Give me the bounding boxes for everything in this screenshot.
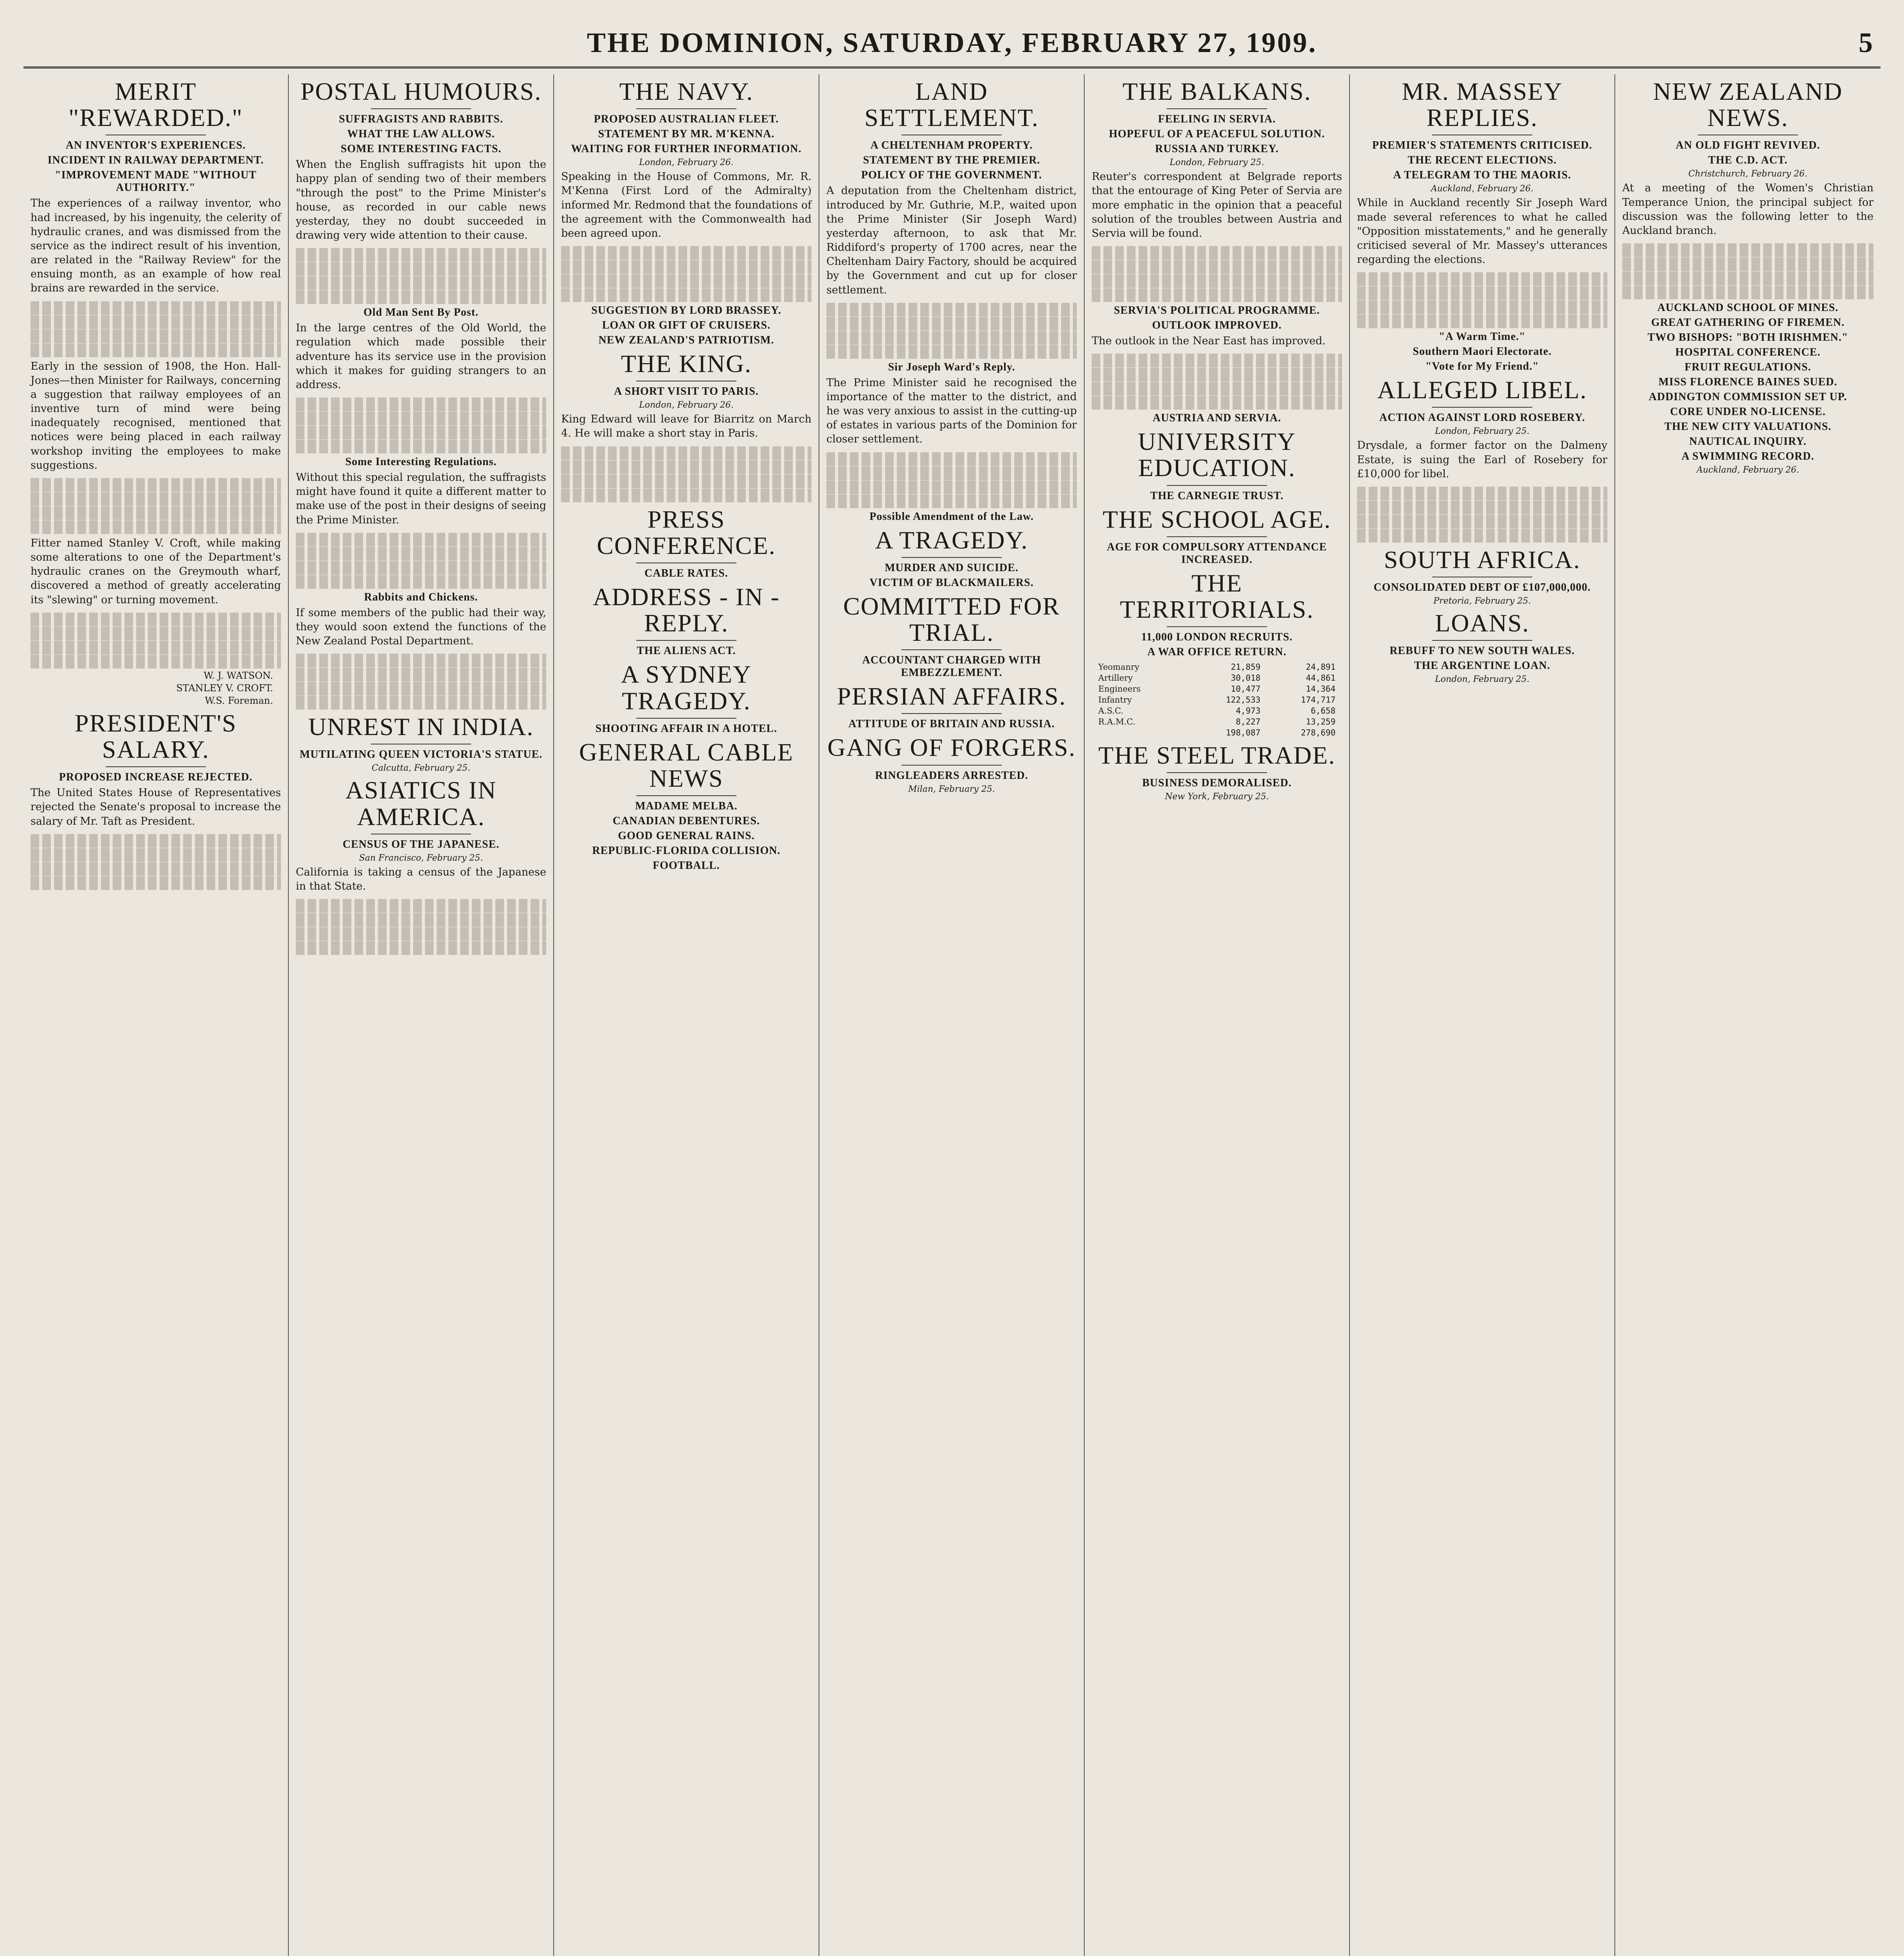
subheading: THE RECENT ELECTIONS. — [1407, 154, 1557, 167]
print-line — [296, 533, 546, 547]
divider — [636, 108, 736, 109]
print-line — [296, 262, 546, 276]
subheading: A SHORT VISIT TO PARIS. — [614, 385, 759, 398]
print-line — [826, 494, 1077, 508]
subheading: Rabbits and Chickens. — [364, 591, 478, 603]
print-line — [31, 301, 281, 315]
article-text: When the English suffragists hit upon the happy plan of sending two of their members "through the post" to the Prime Minister's house, as recorded in our cable news yesterday, they no doubt succeeded in drawing very wide attention to their cause. — [296, 158, 546, 242]
article-text: Speaking in the House of Commons, Mr. R. M'Kenna (First Lord of the Admiralty) informed Mr. Redmond that the foundations of the agreement with the Commonwealth had been agreed upon. — [561, 171, 812, 239]
print-line — [561, 288, 812, 302]
print-line — [561, 274, 812, 288]
subheading: INCIDENT IN RAILWAY DEPARTMENT. — [47, 154, 264, 167]
article-headline: LOANS. — [1435, 609, 1530, 637]
subheading: FRUIT REGULATIONS. — [1684, 361, 1811, 374]
print-line — [826, 480, 1077, 494]
article-headline: THE NAVY. — [619, 77, 754, 105]
subheading: THE ARGENTINE LOAN. — [1414, 660, 1551, 672]
subheading: SHOOTING AFFAIR IN A HOTEL. — [595, 722, 777, 735]
subheading: WAITING FOR FURTHER INFORMATION. — [571, 143, 802, 155]
print-line — [31, 506, 281, 520]
table-cell: 198,087 — [1226, 728, 1261, 738]
table-cell: Artillery — [1098, 673, 1133, 683]
table-cell: 30,018 — [1231, 673, 1261, 683]
illegible-print — [561, 246, 812, 302]
subheading: Sir Joseph Ward's Reply. — [888, 361, 1015, 373]
print-line — [296, 290, 546, 304]
article-text: The United States House of Representatives rejected the Senate's proposal to increase the salary of Mr. Taft as President. — [31, 787, 281, 827]
subheading: BUSINESS DEMORALISED. — [1142, 777, 1292, 789]
article-headline: ADDRESS - IN - REPLY. — [593, 582, 780, 637]
dateline: London, February 25. — [1435, 674, 1530, 685]
print-line — [1357, 315, 1607, 328]
print-line — [1357, 286, 1607, 300]
divider — [902, 765, 1002, 766]
subheading: REBUFF TO NEW SOUTH WALES. — [1389, 645, 1575, 657]
print-line — [826, 345, 1077, 359]
divider — [902, 713, 1002, 714]
subheading: LOAN OR GIFT OF CRUISERS. — [602, 319, 771, 332]
table-row — [1097, 662, 1337, 672]
print-line — [31, 862, 281, 876]
print-line — [1357, 272, 1607, 286]
subheading: MURDER AND SUICIDE. — [885, 561, 1019, 574]
article-text: In the large centres of the Old World, the regulation which made possible their adventure has its service use in the provision which it makes for guiding strangers to an address. — [296, 322, 546, 391]
subheading: THE C.D. ACT. — [1708, 154, 1788, 167]
subheading: "IMPROVEMENT MADE "WITHOUT AUTHORITY." — [55, 169, 257, 194]
print-line — [296, 248, 546, 262]
subheading: FOOTBALL. — [653, 859, 720, 872]
illegible-print — [561, 446, 812, 502]
subheading: PREMIER'S STATEMENTS CRITICISED. — [1372, 139, 1593, 152]
print-line — [31, 478, 281, 492]
print-line — [1092, 368, 1342, 381]
subheading: Old Man Sent By Post. — [363, 306, 479, 319]
print-line — [1092, 274, 1342, 288]
table-row — [1097, 672, 1337, 683]
subheading: ACCOUNTANT CHARGED WITH EMBEZZLEMENT. — [862, 654, 1041, 679]
illegible-print — [1622, 243, 1873, 299]
divider — [106, 766, 206, 767]
article-text: Fitter named Stanley V. Croft, while making some alterations to one of the Department's hydraulic cranes on the Greymouth wharf, discovered a method of greatly accelerating its "slewing" or turning movement. — [31, 537, 281, 606]
article-headline: COMMITTED FOR TRIAL. — [843, 592, 1060, 646]
subheading: GOOD GENERAL RAINS. — [618, 830, 755, 842]
dateline: London, February 25. — [1170, 158, 1264, 168]
subheading: AGE FOR COMPULSORY ATTENDANCE INCREASED. — [1107, 541, 1327, 566]
table-cell: 8,227 — [1236, 717, 1261, 727]
print-line — [1357, 515, 1607, 529]
dateline: San Francisco, February 25. — [359, 853, 483, 863]
print-line — [561, 446, 812, 460]
subheading: A SWIMMING RECORD. — [1681, 450, 1814, 463]
print-line — [296, 276, 546, 290]
divider — [1167, 626, 1267, 627]
article-headline: GANG OF FORGERS. — [827, 734, 1076, 762]
article-headline: MR. MASSEY REPLIES. — [1402, 77, 1563, 132]
print-line — [31, 834, 281, 848]
dateline: Calcutta, February 25. — [371, 763, 471, 773]
masthead — [23, 23, 1881, 68]
column-6 — [1350, 74, 1615, 1956]
illegible-print — [296, 397, 546, 453]
dateline: London, February 26. — [639, 400, 734, 410]
print-line — [31, 848, 281, 862]
illegible-print — [31, 834, 281, 890]
dateline: New York, February 25. — [1165, 792, 1269, 802]
article-headline: SOUTH AFRICA. — [1384, 545, 1581, 573]
illegible-print — [826, 303, 1077, 359]
print-line — [296, 682, 546, 696]
subheading: THE CARNEGIE TRUST. — [1150, 489, 1284, 502]
print-line — [31, 613, 281, 626]
signature: STANLEY V. CROFT. — [176, 682, 273, 694]
print-line — [296, 547, 546, 561]
article-headline: LAND SETTLEMENT. — [864, 77, 1039, 132]
print-line — [31, 315, 281, 329]
print-line — [31, 641, 281, 654]
print-line — [826, 317, 1077, 331]
print-line — [296, 927, 546, 941]
print-line — [296, 668, 546, 681]
divider — [902, 557, 1002, 558]
print-line — [1092, 246, 1342, 260]
subheading: RUSSIA AND TURKEY. — [1155, 143, 1279, 155]
illegible-print — [31, 478, 281, 534]
illegible-print — [826, 452, 1077, 508]
print-line — [826, 466, 1077, 480]
subheading: POLICY OF THE GOVERNMENT. — [861, 169, 1042, 182]
illegible-print — [1092, 354, 1342, 410]
table-cell: Yeomanry — [1098, 662, 1139, 672]
article-text: If some members of the public had their way, they would soon extend the functions of the New Zealand Postal Department. — [296, 606, 546, 647]
print-line — [1357, 529, 1607, 543]
subheading: CONSOLIDATED DEBT OF £107,000,000. — [1373, 581, 1591, 594]
print-line — [31, 655, 281, 669]
subheading: AN OLD FIGHT REVIVED. — [1675, 139, 1820, 152]
dateline: Pretoria, February 25. — [1433, 596, 1531, 606]
article-text: California is taking a census of the Japanese in that State. — [296, 866, 546, 893]
subheading: THE NEW CITY VALUATIONS. — [1664, 421, 1832, 433]
illegible-print — [296, 654, 546, 710]
subheading: SOME INTERESTING FACTS. — [340, 143, 502, 155]
divider — [1432, 640, 1532, 641]
article-headline: THE TERRITORIALS. — [1120, 569, 1314, 623]
subheading: REPUBLIC-FLORIDA COLLISION. — [592, 845, 781, 857]
illegible-print — [31, 301, 281, 357]
print-line — [1357, 300, 1607, 314]
print-line — [1357, 501, 1607, 514]
column-5 — [1085, 74, 1350, 1956]
table-cell: 4,973 — [1236, 706, 1261, 716]
print-line — [296, 412, 546, 425]
subheading: OUTLOOK IMPROVED. — [1152, 319, 1282, 332]
print-line — [561, 246, 812, 260]
print-line — [31, 627, 281, 640]
subheading: "Vote for My Friend." — [1425, 360, 1539, 373]
article-text: King Edward will leave for Biarritz on March 4. He will make a short stay in Paris. — [561, 413, 812, 440]
subheading: CENSUS OF THE JAPANESE. — [342, 838, 500, 850]
subheading: WHAT THE LAW ALLOWS. — [347, 128, 495, 140]
print-line — [561, 489, 812, 502]
print-line — [31, 492, 281, 506]
subheading: SUFFRAGISTS AND RABBITS. — [339, 113, 503, 126]
subheading: FEELING IN SERVIA. — [1158, 113, 1276, 126]
dateline: Milan, February 25. — [908, 784, 995, 794]
subheading: SUGGESTION BY LORD BRASSEY. — [591, 304, 781, 317]
article-headline: THE STEEL TRADE. — [1098, 741, 1336, 769]
subheading: SERVIA'S POLITICAL PROGRAMME. — [1114, 304, 1320, 317]
signature: W. J. WATSON. — [203, 670, 273, 681]
article-text: At a meeting of the Women's Christian Temperance Union, the principal subject for discussion was the following letter to the Auckland branch. — [1622, 182, 1873, 237]
table-cell: 24,891 — [1306, 662, 1336, 672]
article-headline: PRESIDENT'S SALARY. — [74, 709, 237, 763]
article-headline: UNIVERSITY EDUCATION. — [1138, 428, 1296, 482]
divider — [636, 718, 736, 719]
subheading: MADAME MELBA. — [635, 800, 738, 813]
article-headline: ALLEGED LIBEL. — [1377, 376, 1587, 404]
table-cell: 174,717 — [1301, 695, 1336, 705]
print-line — [1622, 286, 1873, 299]
article-text: Reuter's correspondent at Belgrade reports that the entourage of King Peter of Servia are more emphatic in the opinion that a peaceful solution of the troubles between Austria and Servia will be found. — [1092, 171, 1342, 239]
table-row — [1097, 727, 1337, 738]
print-line — [1357, 487, 1607, 500]
print-line — [1092, 396, 1342, 410]
column-2 — [289, 74, 554, 1956]
subheading: MUTILATING QUEEN VICTORIA'S STATUE. — [299, 748, 543, 761]
print-line — [296, 913, 546, 927]
print-line — [296, 440, 546, 453]
column-1 — [23, 74, 289, 1956]
subheading: NEW ZEALAND'S PATRIOTISM. — [598, 334, 774, 347]
dateline: Auckland, February 26. — [1697, 465, 1799, 475]
subheading: 11,000 LONDON RECRUITS. — [1141, 631, 1293, 644]
subheading: PROPOSED AUSTRALIAN FLEET. — [594, 113, 779, 126]
table-cell: Engineers — [1098, 684, 1141, 694]
column-4 — [819, 74, 1085, 1956]
subheading: VICTIM OF BLACKMAILERS. — [869, 576, 1034, 589]
print-line — [296, 397, 546, 411]
print-line — [31, 876, 281, 890]
dateline: London, February 25. — [1435, 426, 1530, 437]
page-number: 5 — [1859, 27, 1873, 58]
subheading: ATTITUDE OF BRITAIN AND RUSSIA. — [848, 718, 1055, 730]
print-line — [1092, 382, 1342, 396]
article-text: The Prime Minister said he recognised the importance of the matter to the district, and he was very anxious to assist in the cutting-up of estates in various parts of the Dominion for closer settlement. — [826, 376, 1077, 446]
table-cell: 13,259 — [1306, 717, 1336, 727]
table-cell: R.A.M.C. — [1098, 717, 1136, 727]
illegible-print — [31, 613, 281, 669]
subheading: A WAR OFFICE RETURN. — [1147, 646, 1287, 658]
subheading: "A Warm Time." — [1439, 331, 1526, 343]
divider — [1167, 108, 1267, 109]
subheading: STATEMENT BY THE PREMIER. — [863, 154, 1040, 167]
table-cell: 6,658 — [1310, 706, 1336, 716]
illegible-print — [1092, 246, 1342, 302]
article-headline: A TRAGEDY. — [875, 526, 1028, 554]
subheading: AN INVENTOR'S EXPERIENCES. — [65, 139, 246, 152]
table-cell: 44,861 — [1306, 673, 1336, 683]
print-line — [1092, 354, 1342, 367]
subheading: STATEMENT BY MR. M'KENNA. — [598, 128, 775, 140]
print-line — [826, 452, 1077, 466]
table-cell: A.S.C. — [1098, 706, 1123, 716]
article-text: A deputation from the Cheltenham district, introduced by Mr. Guthrie, M.P., waited upon the Prime Minister (Sir Joseph Ward) yesterday afternoon, to ask that Mr. Riddiford's property of 1700 acres, near the Cheltenham Dairy Factory, should be acquired by the Government and cut up for closer settlement. — [826, 185, 1077, 296]
column-7 — [1615, 74, 1881, 1956]
article-text: The outlook in the Near East has improved. — [1092, 335, 1326, 347]
illegible-print — [1357, 487, 1607, 543]
table-row — [1097, 683, 1337, 694]
article-headline: GENERAL CABLE NEWS — [579, 738, 794, 792]
print-line — [296, 426, 546, 439]
column-3 — [554, 74, 819, 1956]
columns — [23, 74, 1881, 1956]
subheading: NAUTICAL INQUIRY. — [1689, 435, 1807, 448]
divider — [1167, 536, 1267, 537]
subheading: A CHELTENHAM PROPERTY. — [870, 139, 1033, 152]
print-line — [296, 575, 546, 589]
print-line — [1092, 260, 1342, 274]
subheading: TWO BISHOPS: "BOTH IRISHMEN." — [1647, 331, 1848, 344]
article-text: Without this special regulation, the suffragists might have found it quite a different matter to make use of the post in their designs of seeing the Prime Minister. — [296, 471, 546, 526]
subheading: RINGLEADERS ARRESTED. — [875, 769, 1028, 782]
subheading: CABLE RATES. — [644, 567, 728, 579]
table-cell: 21,859 — [1231, 662, 1261, 672]
subheading: MISS FLORENCE BAINES SUED. — [1658, 376, 1837, 388]
table-row — [1097, 716, 1337, 727]
print-line — [561, 260, 812, 274]
subheading: THE ALIENS ACT. — [637, 645, 736, 657]
print-line — [31, 329, 281, 343]
subheading: GREAT GATHERING OF FIREMEN. — [1651, 316, 1845, 329]
table-cell: 14,364 — [1306, 684, 1336, 694]
subheading: Southern Maori Electorate. — [1413, 345, 1552, 358]
table-cell: 278,690 — [1301, 728, 1336, 738]
print-line — [826, 331, 1077, 345]
article-headline: MERIT "REWARDED." — [68, 77, 243, 132]
divider — [636, 640, 736, 641]
dateline: London, February 26. — [639, 158, 734, 168]
recruits-table — [1097, 662, 1337, 738]
divider — [902, 649, 1002, 650]
article-text: Drysdale, a former factor on the Dalmeny Estate, is suing the Earl of Rosebery for £10,000 for libel. — [1357, 439, 1607, 480]
divider — [1167, 485, 1267, 486]
table-cell: 10,477 — [1231, 684, 1261, 694]
print-line — [1622, 243, 1873, 257]
print-line — [296, 696, 546, 710]
article-headline: POSTAL HUMOURS. — [300, 77, 542, 105]
illegible-print — [296, 899, 546, 955]
subheading: HOSPITAL CONFERENCE. — [1675, 346, 1821, 359]
print-line — [1622, 257, 1873, 271]
article-headline: UNREST IN INDIA. — [308, 713, 534, 741]
article-text: Early in the session of 1908, the Hon. Hall-Jones—then Minister for Railways, concerning a suggestion that railway employees of an inventive turn of mind were being inadequately recognised, mentioned that notices were being placed in each railway workshop inviting the employees to make suggestions. — [31, 360, 281, 471]
print-line — [296, 941, 546, 955]
dateline: Christchurch, February 26. — [1688, 169, 1808, 179]
article-headline: PRESS CONFERENCE. — [597, 505, 776, 559]
signature: W.S. Foreman. — [205, 695, 273, 706]
subheading: CANADIAN DEBENTURES. — [612, 815, 760, 827]
print-line — [826, 303, 1077, 316]
article-text: While in Auckland recently Sir Joseph Ward made several references to what he called "Opposition misstatements," and he generally criticised several of Mr. Massey's utterances regarding the elections. — [1357, 197, 1607, 266]
subheading: Some Interesting Regulations. — [345, 456, 497, 468]
article-headline: THE BALKANS. — [1122, 77, 1312, 105]
print-line — [296, 899, 546, 913]
print-line — [1622, 271, 1873, 285]
print-line — [296, 654, 546, 667]
subheading: Possible Amendment of the Law. — [869, 510, 1034, 523]
print-line — [561, 460, 812, 474]
divider — [636, 795, 736, 796]
article-headline: THE SCHOOL AGE. — [1102, 505, 1332, 533]
subheading: ACTION AGAINST LORD ROSEBERY. — [1379, 412, 1585, 424]
subheading: CORE UNDER NO-LICENSE. — [1670, 406, 1826, 418]
table-row — [1097, 694, 1337, 705]
table-cell — [1097, 727, 1187, 738]
subheading: AUCKLAND SCHOOL OF MINES. — [1657, 302, 1839, 314]
article-text: The experiences of a railway inventor, who had increased, by his ingenuity, the celerity of hydraulic cranes, and was dismissed from the service as the indirect result of his invention, are related in the "Railway Review" for the ensuing month, as an example of how real brains are rewarded in the service. — [31, 197, 281, 295]
print-line — [1092, 288, 1342, 302]
illegible-print — [296, 248, 546, 304]
subheading: A TELEGRAM TO THE MAORIS. — [1393, 169, 1571, 182]
subheading: ADDINGTON COMMISSION SET UP. — [1648, 391, 1847, 403]
divider — [1432, 407, 1532, 408]
article-headline: ASIATICS IN AMERICA. — [345, 776, 497, 831]
subheading: AUSTRIA AND SERVIA. — [1152, 412, 1281, 424]
article-headline: PERSIAN AFFAIRS. — [837, 682, 1066, 710]
article-headline: A SYDNEY TRAGEDY. — [621, 660, 752, 715]
print-line — [31, 520, 281, 534]
print-line — [31, 343, 281, 357]
dateline: Auckland, February 26. — [1431, 184, 1533, 194]
divider — [371, 108, 471, 109]
illegible-print — [296, 533, 546, 589]
illegible-print — [1357, 272, 1607, 328]
print-line — [561, 475, 812, 488]
article-headline: NEW ZEALAND NEWS. — [1653, 77, 1843, 132]
divider — [1167, 772, 1267, 773]
print-line — [296, 561, 546, 575]
subheading: PROPOSED INCREASE REJECTED. — [59, 771, 253, 784]
subheading: HOPEFUL OF A PEACEFUL SOLUTION. — [1109, 128, 1325, 140]
article-headline: THE KING. — [621, 350, 752, 378]
table-cell: Infantry — [1098, 695, 1132, 705]
masthead-title: THE DOMINION, SATURDAY, FEBRUARY 27, 1909. — [587, 27, 1317, 58]
table-cell: 122,533 — [1226, 695, 1261, 705]
table-row — [1097, 705, 1337, 716]
